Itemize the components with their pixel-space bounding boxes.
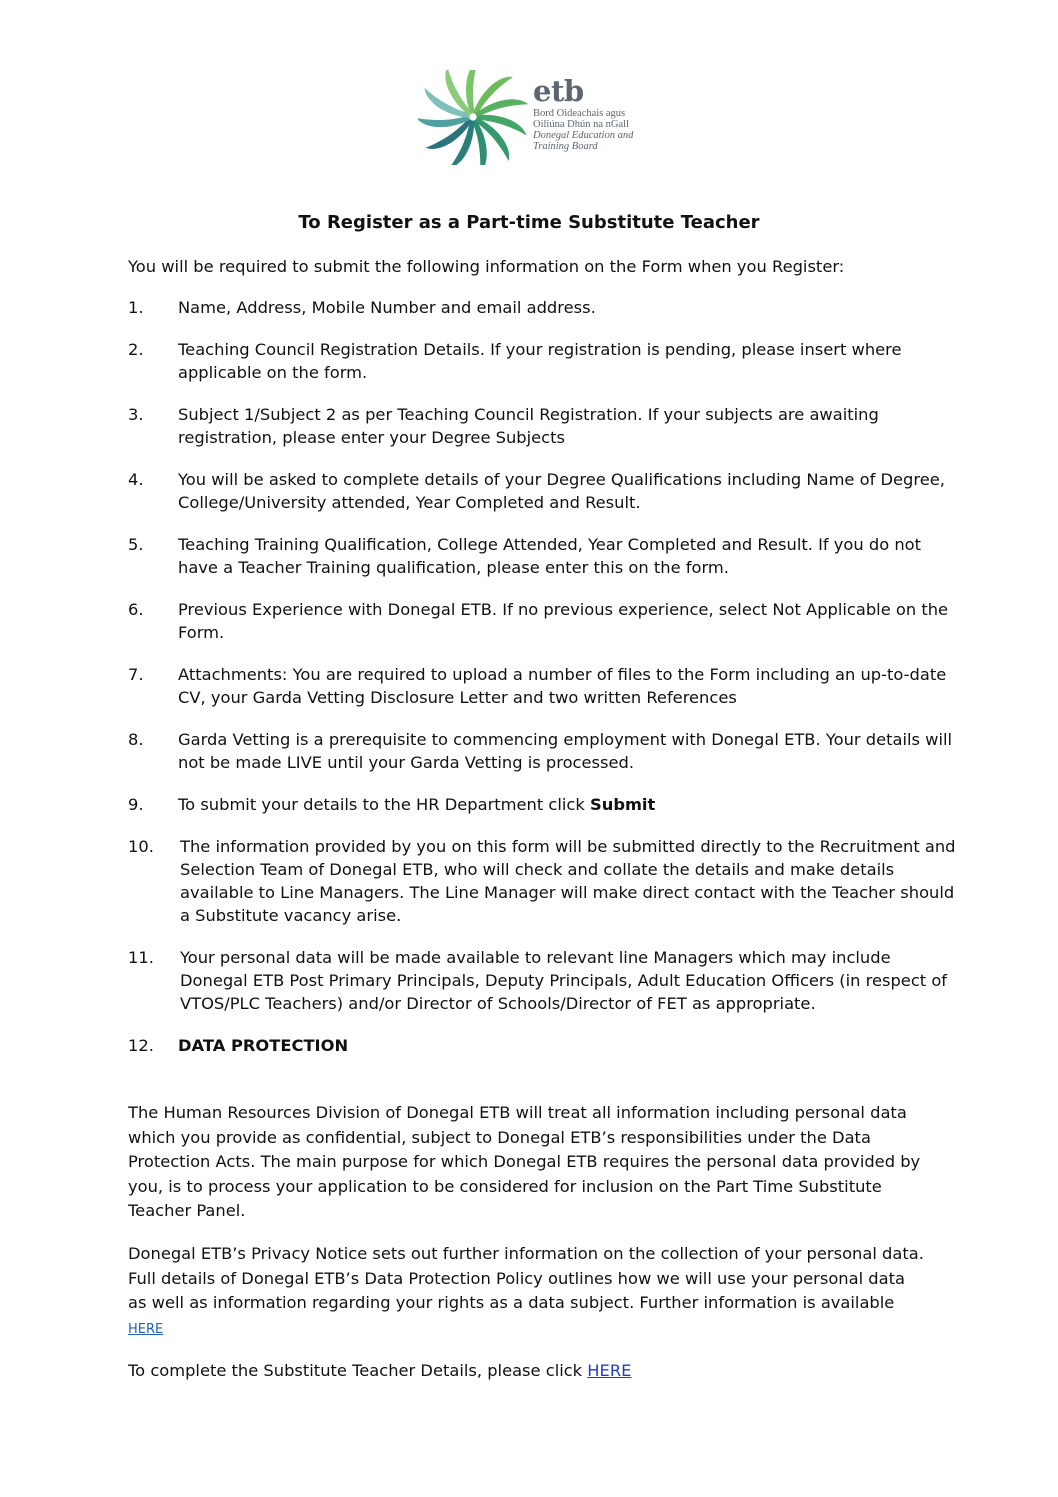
list-item — [128, 835, 958, 927]
list-item — [128, 1034, 958, 1057]
list-item — [128, 338, 958, 384]
list-number: 3. — [128, 405, 144, 424]
page-title: To Register as a Part-time Substitute Teacher — [298, 212, 760, 233]
logo-english-line-1: Donegal Education and — [533, 130, 634, 141]
substitute-details-here-link[interactable]: HERE — [587, 1361, 632, 1380]
logo-irish-line-2: Oiliúna Dhún na nGall — [533, 119, 629, 130]
requirements-list — [128, 296, 958, 1076]
etb-swirl-icon — [418, 70, 528, 165]
submit-keyword: Submit — [590, 795, 656, 814]
list-number: 7. — [128, 665, 144, 684]
list-text: Garda Vetting is a prerequisite to commencing employment with Donegal ETB. Your details will not be made LIVE until your Garda Vetting is processed. — [178, 730, 953, 772]
list-text: Previous Experience with Donegal ETB. If no previous experience, select Not Applicable on the Form. — [178, 600, 949, 642]
list-number: 11. — [128, 948, 154, 967]
list-text: Teaching Training Qualification, College Attended, Year Completed and Result. If you do not have a Teacher Training qualification, please enter this on the form. — [178, 535, 922, 577]
list-number: 8. — [128, 730, 144, 749]
logo-irish-line-1: Bord Oideachais agus — [533, 108, 626, 119]
list-item — [128, 728, 958, 774]
list-item — [128, 598, 958, 644]
etb-logo — [418, 70, 638, 165]
list-number: 6. — [128, 600, 144, 619]
intro-text: You will be required to submit the following information on the Form when you Register: — [128, 257, 845, 276]
data-protection-heading: DATA PROTECTION — [178, 1036, 349, 1055]
list-number: 1. — [128, 298, 144, 317]
complete-details-text: To complete the Substitute Teacher Details, please click — [128, 1361, 588, 1380]
list-number: 5. — [128, 535, 144, 554]
logo-wordmark: etb — [533, 74, 584, 108]
privacy-text: Donegal ETB’s Privacy Notice sets out further information on the collection of your personal data. Full details of Donegal ETB’s Data Protection Policy outlines how we will use your personal data as well as information regarding your rights as a data subject. Further information is available — [128, 1244, 924, 1312]
list-text — [178, 793, 958, 816]
list-item — [128, 793, 958, 816]
privacy-here-link[interactable]: HERE — [128, 1321, 164, 1337]
data-protection-paragraph: The Human Resources Division of Donegal ETB will treat all information including personal data which you provide as confidential, subject to Donegal ETB’s responsibilities under the Data Protection Acts. The main purpose for which Donegal ETB requires the personal data provided by you, is to process your application to be considered for inclusion on the Part Time Substitute Teacher Panel. — [128, 1103, 921, 1220]
list-item — [128, 533, 958, 579]
submit-instruction: To submit your details to the HR Department click — [178, 795, 590, 814]
list-text: Your personal data will be made available to relevant line Managers which may include Donegal ETB Post Primary Principals, Deputy Principals, Adult Education Officers (in respect of VTOS/PLC Teachers) and/or Director of Schools/Director of FET as appropriate. — [180, 948, 948, 1013]
list-number: 2. — [128, 340, 144, 359]
complete-details-line — [128, 1359, 928, 1384]
list-text: Teaching Council Registration Details. If your registration is pending, please insert where applicable on the form. — [178, 340, 902, 382]
list-number: 9. — [128, 795, 144, 814]
list-item — [128, 403, 958, 449]
list-text: Name, Address, Mobile Number and email address. — [178, 298, 596, 317]
list-item — [128, 946, 958, 1015]
list-item — [128, 663, 958, 709]
list-number: 12. — [128, 1036, 154, 1055]
list-item — [128, 468, 958, 514]
logo-english-line-2: Training Board — [533, 141, 598, 152]
list-text: Attachments: You are required to upload a number of files to the Form including an up-to-date CV, your Garda Vetting Disclosure Letter and two written References — [178, 665, 947, 707]
privacy-paragraph — [128, 1242, 928, 1342]
list-item — [128, 296, 958, 319]
list-number: 10. — [128, 837, 154, 856]
list-text: You will be asked to complete details of your Degree Qualifications including Name of Degree, College/University attended, Year Completed and Result. — [178, 470, 945, 512]
list-text: Subject 1/Subject 2 as per Teaching Council Registration. If your subjects are awaiting registration, please enter your Degree Subjects — [178, 405, 879, 447]
list-number: 4. — [128, 470, 144, 489]
list-text: The information provided by you on this form will be submitted directly to the Recruitment and Selection Team of Donegal ETB, who will check and collate the details and make details available to Line Managers. The Line Manager will make direct contact with the Teacher should a Substitute vacancy arise. — [180, 837, 956, 925]
